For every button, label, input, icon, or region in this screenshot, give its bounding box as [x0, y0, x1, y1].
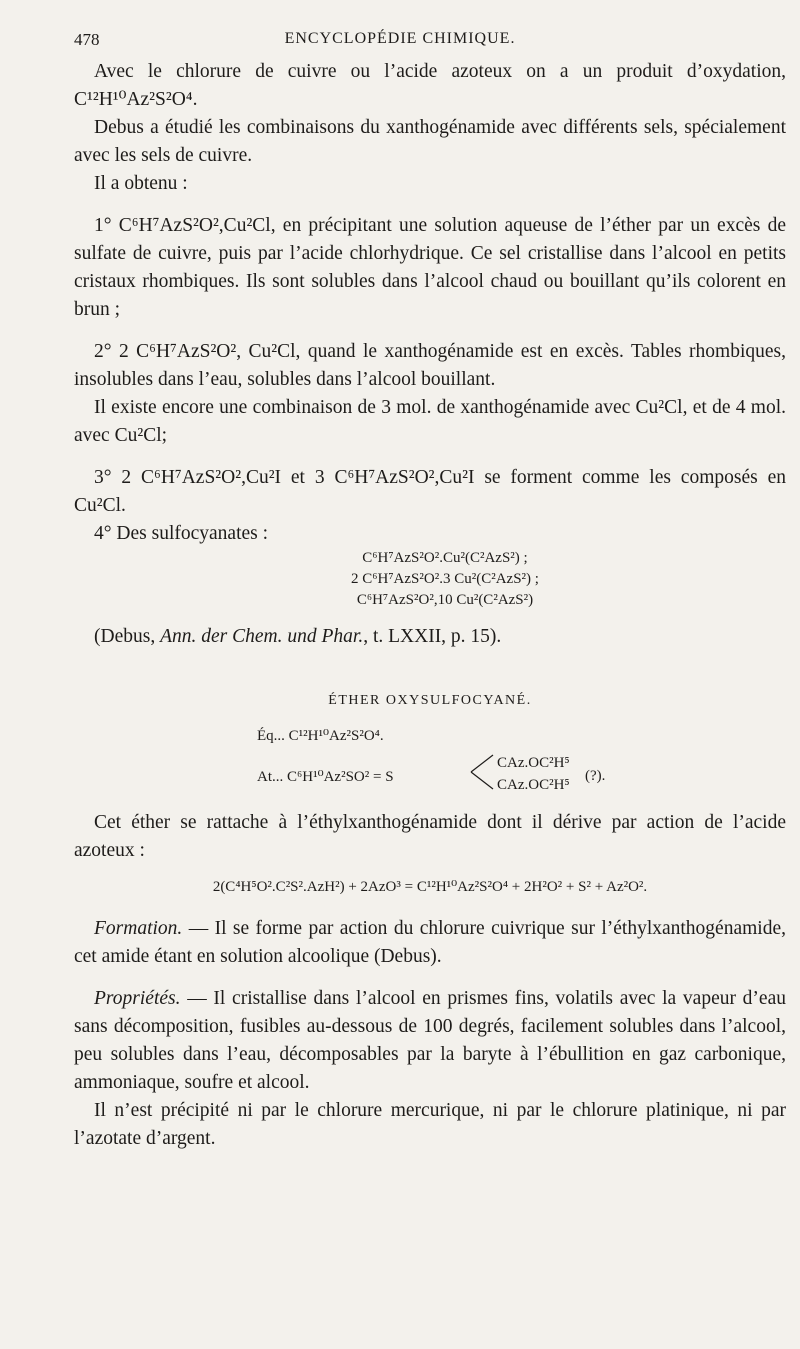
- item-3: 3° 2 C⁶H⁷AzS²O²,Cu²I et 3 C⁶H⁷AzS²O²,Cu²I se forment comme les composés en Cu²Cl.: [74, 467, 786, 516]
- item-4: 4° Des sulfocyanates :: [94, 523, 269, 544]
- item-2: 2° 2 C⁶H⁷AzS²O², Cu²Cl, quand le xanthogénamide est en excès. Tables rhombiques, insolubles dans l’eau, solubles dans l’alcool bouillant.: [74, 341, 786, 390]
- paragraph-precipite: Il n’est précipité ni par le chlorure mercurique, ni par le chlorure platinique, ni par l’azotate d’argent.: [74, 1100, 786, 1149]
- proprietes-label: Propriétés.: [94, 988, 181, 1009]
- citation-journal: Ann. der Chem. und Phar.: [160, 626, 364, 647]
- paragraph-rattache: Cet éther se rattache à l’éthylxanthogénamide dont il dérive par action de l’acide azoteux :: [74, 812, 786, 861]
- atomic-formula-left: At... C⁶H¹⁰Az²SO² = S: [257, 769, 394, 785]
- running-title: ENCYCLOPÉDIE CHIMIQUE.: [284, 30, 516, 47]
- atomic-branch-top: CAz.OC²H⁵: [497, 755, 570, 771]
- proprietes-text: — Il cristallise dans l’alcool en prismes fins, volatils avec la vapeur d’eau sans décomposition, fusibles au-dessous de 100 degrés, facilement solubles dans l’alcool, peu solubles dans l’eau, décomposables par la baryte à l’ébullition en gaz carbonique, ammoniaque, soufre et alcool.: [74, 988, 786, 1093]
- item-2-extra: Il existe encore une combinaison de 3 mol. de xanthogénamide avec Cu²Cl, et de 4 mol. avec Cu²Cl;: [74, 397, 786, 446]
- page-body: [74, 58, 786, 1153]
- formula-line: C⁶H⁷AzS²O².Cu²(C²AzS²) ;: [362, 550, 528, 566]
- formula-line: C⁶H⁷AzS²O²,10 Cu²(C²AzS²): [356, 592, 534, 608]
- item-1: 1° C⁶H⁷AzS²O²,Cu²Cl, en précipitant une solution aqueuse de l’éther par un excès de sulfate de cuivre, puis par l’acide chlorhydrique. Ce sel cristallise dans l’alcool en petits cristaux rhombiques. Ils sont solubles dans l’alcool chaud ou bouillant qu’ils colorent en brun ;: [74, 215, 786, 320]
- citation-open: (Debus,: [94, 626, 161, 647]
- paragraph-formation: [74, 915, 786, 971]
- running-header: [74, 30, 726, 54]
- atomic-query: (?).: [585, 768, 606, 784]
- paragraph-debus: Debus a étudié les combinaisons du xanthogénamide avec différents sels, spécialement avec les sels de cuivre.: [74, 117, 786, 166]
- citation: [74, 623, 786, 651]
- branch-bracket-icon: [469, 749, 495, 795]
- formation-label: Formation.: [94, 918, 183, 939]
- sulfocyanate-formulas: [74, 548, 786, 611]
- reaction-equation: 2(C⁴H⁵O².C²S².AzH²) + 2AzO³ = C¹²H¹⁰Az²S²O⁴ + 2H²O² + S² + Az²O².: [212, 879, 648, 895]
- page-number: 478: [74, 30, 100, 49]
- equivalent-formula: Éq... C¹²H¹⁰Az²S²O⁴.: [257, 728, 384, 744]
- citation-close: , t. LXXII, p. 15).: [363, 626, 502, 647]
- section-title: ÉTHER OXYSULFOCYANÉ.: [328, 693, 532, 708]
- formula-line: 2 C⁶H⁷AzS²O².3 Cu²(C²AzS²) ;: [351, 571, 539, 587]
- atomic-branch-bottom: CAz.OC²H⁵: [497, 777, 570, 793]
- paragraph-oxydation: Avec le chlorure de cuivre ou l’acide azoteux on a un produit d’oxydation, C¹²H¹⁰Az²S²O⁴.: [74, 61, 786, 110]
- paragraph-obtenu: Il a obtenu :: [94, 173, 188, 194]
- paragraph-proprietes: [74, 985, 786, 1097]
- formation-text: — Il se forme par action du chlorure cuivrique sur l’éthylxanthogénamide, cet amide étant en solution alcoolique (Debus).: [74, 918, 786, 967]
- atomic-formula: [257, 749, 786, 799]
